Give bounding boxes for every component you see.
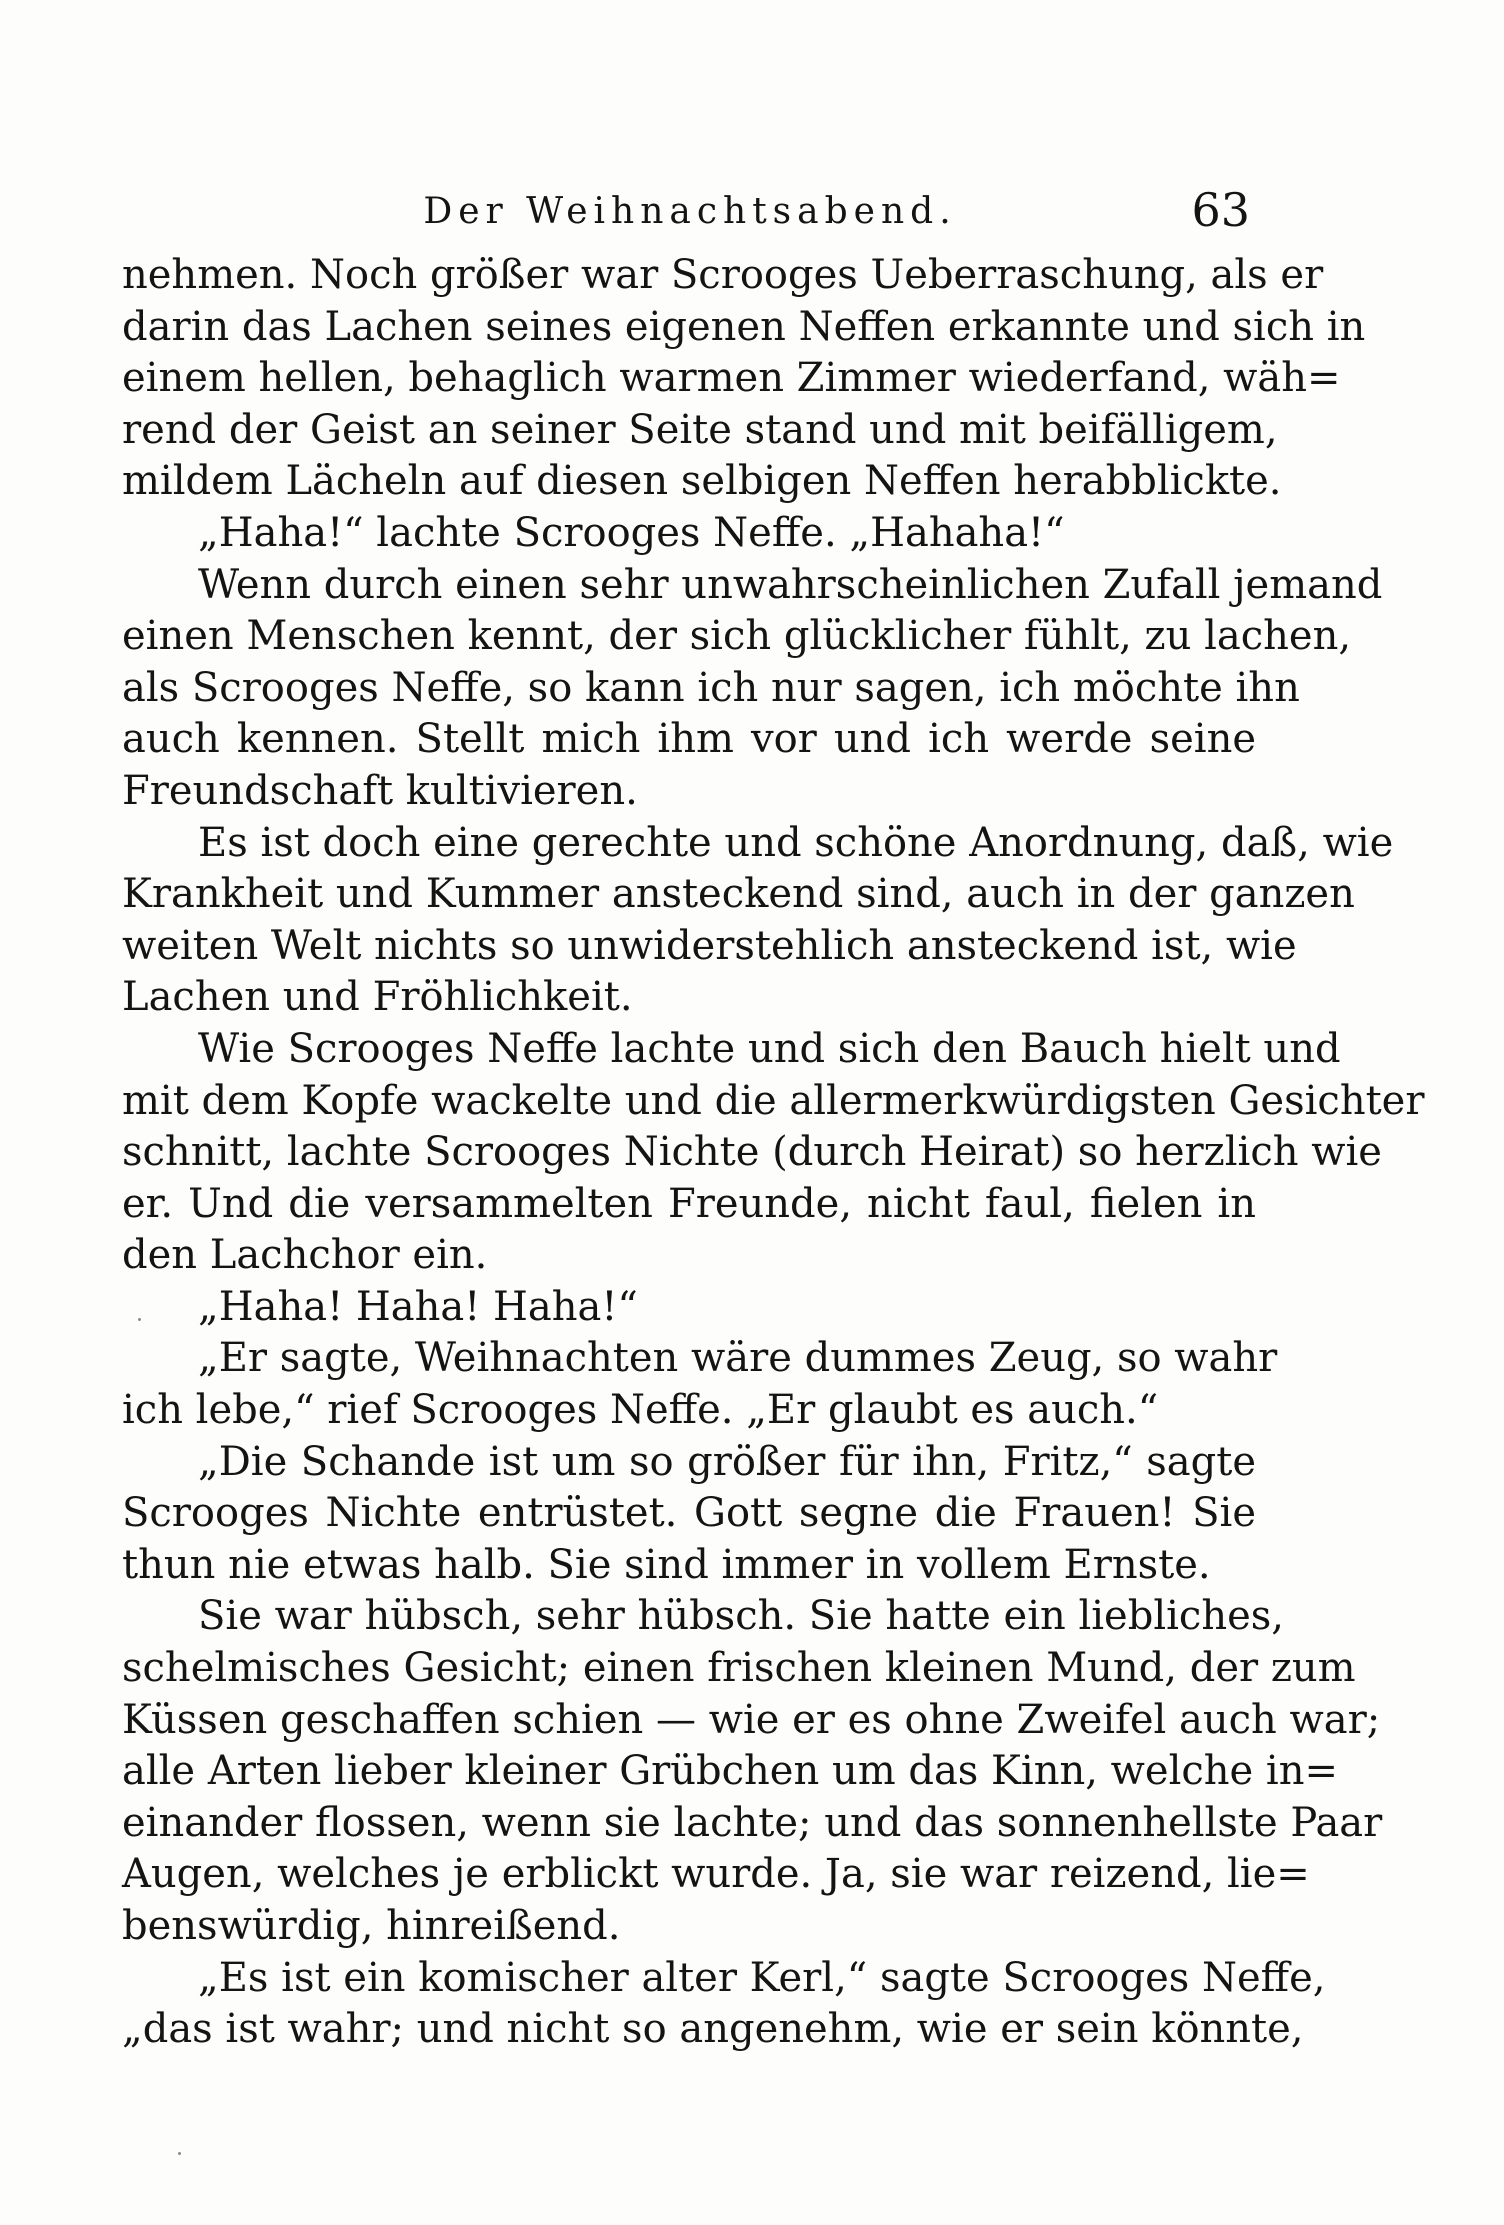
paper-speck bbox=[138, 1318, 141, 1321]
text-line: als Scrooges Neffe, so kann ich nur sagen, ich möchte ihn bbox=[122, 664, 1300, 711]
text-line: „Es ist ein komischer alter Kerl,“ sagte Scrooges Neffe, bbox=[198, 1954, 1326, 2001]
text-line: Lachen und Fröhlichkeit. bbox=[122, 974, 633, 1021]
text-line: mildem Lächeln auf diesen selbigen Neffen herabblickte. bbox=[122, 458, 1282, 505]
page-number: 63 bbox=[1191, 183, 1250, 237]
text-line: Krankheit und Kummer ansteckend sind, auch in der ganzen bbox=[122, 871, 1355, 918]
text-line: einem hellen, behaglich warmen Zimmer wiederfand, wäh= bbox=[122, 355, 1341, 402]
text-line: thun nie etwas halb. Sie sind immer in vollem Ernste. bbox=[122, 1541, 1211, 1588]
text-line: Scrooges Nichte entrüstet. Gott segne die Frauen! Sie bbox=[122, 1490, 1256, 1537]
text-line: „Haha! Haha! Haha!“ bbox=[198, 1283, 638, 1330]
text-line: benswürdig, hinreißend. bbox=[122, 1903, 621, 1949]
text-line: „das ist wahr; und nicht so angenehm, wie er sein könnte, bbox=[122, 2006, 1304, 2053]
text-line: „Die Schande ist um so größer für ihn, Fritz,“ sagte bbox=[198, 1438, 1256, 1485]
text-line: Küssen geschaffen schien — wie er es ohne Zweifel auch war; bbox=[122, 1696, 1381, 1743]
text-line: schelmisches Gesicht; einen frischen kleinen Mund, der zum bbox=[122, 1645, 1356, 1692]
text-line: Es ist doch eine gerechte und schöne Anordnung, daß, wie bbox=[198, 819, 1394, 866]
text-line: den Lachchor ein. bbox=[122, 1232, 488, 1279]
text-line: er. Und die versammelten Freunde, nicht faul, fielen in bbox=[122, 1180, 1256, 1227]
text-line: Wenn durch einen sehr unwahrscheinlichen Zufall jemand bbox=[198, 561, 1383, 608]
text-line: Augen, welches je erblickt wurde. Ja, sie war reizend, lie= bbox=[122, 1851, 1310, 1898]
text-line: Sie war hübsch, sehr hübsch. Sie hatte ein liebliches, bbox=[198, 1593, 1284, 1640]
text-line: „Haha!“ lachte Scrooges Neffe. „Hahaha!“ bbox=[198, 509, 1065, 556]
running-head bbox=[120, 182, 1260, 242]
running-title: Der Weihnachtsabend. bbox=[423, 191, 957, 232]
text-line: mit dem Kopfe wackelte und die allermerkwürdigsten Gesichter bbox=[122, 1077, 1425, 1124]
text-line: darin das Lachen seines eigenen Neffen erkannte und sich in bbox=[122, 303, 1366, 350]
text-line: Freundschaft kultivieren. bbox=[122, 767, 638, 814]
text-line: rend der Geist an seiner Seite stand und mit beifälligem, bbox=[122, 406, 1278, 453]
text-line: Wie Scrooges Neffe lachte und sich den Bauch hielt und bbox=[198, 1025, 1341, 1072]
text-line: alle Arten lieber kleiner Grübchen um das Kinn, welche in= bbox=[122, 1748, 1338, 1795]
text-line: ich lebe,“ rief Scrooges Neffe. „Er glaubt es auch.“ bbox=[122, 1387, 1159, 1434]
paper-speck bbox=[178, 2152, 181, 2155]
text-line: „Er sagte, Weihnachten wäre dummes Zeug, so wahr bbox=[198, 1335, 1278, 1382]
text-line: schnitt, lachte Scrooges Nichte (durch Heirat) so herzlich wie bbox=[122, 1129, 1382, 1176]
text-line: weiten Welt nichts so unwiderstehlich ansteckend ist, wie bbox=[122, 922, 1297, 969]
text-line: auch kennen. Stellt mich ihm vor und ich werde seine bbox=[122, 716, 1256, 763]
body-text bbox=[122, 250, 1425, 2056]
text-line: einen Menschen kennt, der sich glücklicher fühlt, zu lachen, bbox=[122, 613, 1352, 660]
text-line: einander flossen, wenn sie lachte; und das sonnenhellste Paar bbox=[122, 1799, 1383, 1846]
text-line: nehmen. Noch größer war Scrooges Ueberraschung, als er bbox=[122, 252, 1324, 298]
